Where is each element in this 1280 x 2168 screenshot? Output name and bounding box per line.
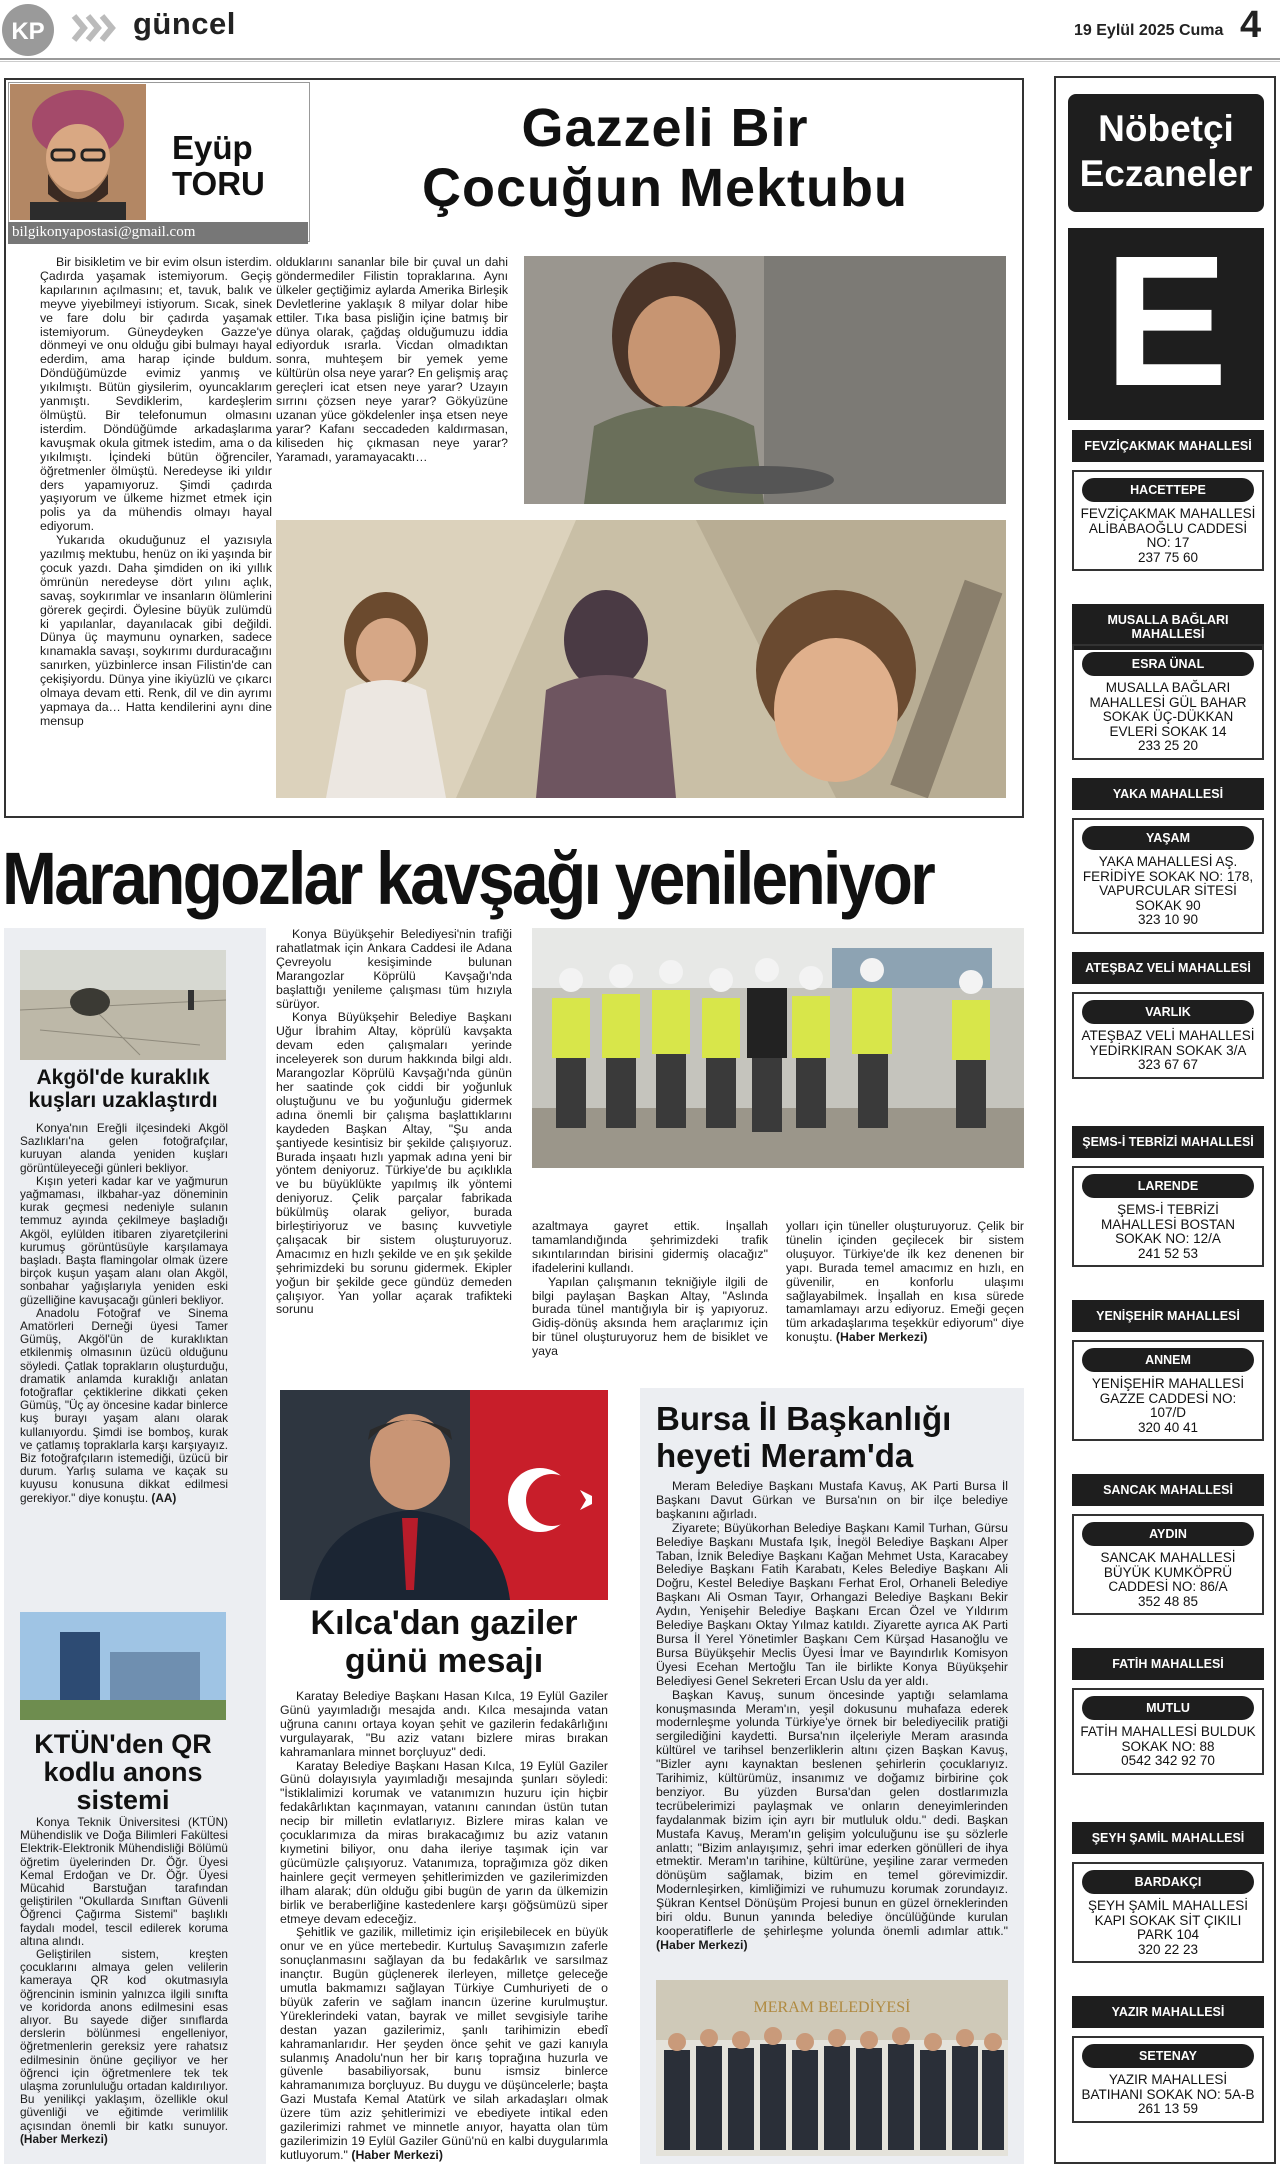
author-first-name: Eyüp — [172, 129, 253, 166]
paragraph: Konya'nın Ereğli ilçesindeki Akgöl Sazlıkları'na gelen fotoğrafçılar, kuruyan alanda yeniden kuşları görüntüleyeceği günleri bekliyor. — [20, 1122, 228, 1175]
pharmacy-name: HACETTEPE — [1082, 478, 1254, 502]
column-title — [320, 98, 1010, 218]
pharmacy-address: ŞEMS-İ TEBRİZİ MAHALLESİ BOSTAN SOKAK NO: 12/A — [1100, 1202, 1236, 1246]
main-headline: Marangozlar kavşağı yenileniyor — [2, 837, 934, 920]
pharmacy-panel-title — [1068, 94, 1264, 212]
ktun-text — [20, 1816, 228, 2156]
pharmacy-phone[interactable]: 261 13 59 — [1137, 2101, 1199, 2116]
pharmacy-phone[interactable]: 233 25 20 — [1137, 738, 1199, 753]
pharmacy-address: ATEŞBAZ VELİ MAHALLESİ YEDİRKIRAN SOKAK 3/A — [1081, 1028, 1255, 1058]
paragraph: olduklarını sananlar bile bir çuval un dahi göndermediler Filistin topraklarına. Aynı ülkeler geçtiğimiz aylarda Amerika Birleşik Devletlerine yaklaşık 8 milyar dolar hibe ettiler. Tıka basa pisliğin içine batmış bir dünya olarak, çağdaş olduğumuzu iddia ediyorduk ısrarla. Vicdan olmadıktan sonra, muhteşem bir yemek yeme kültürün olsa neye yarar? En gelişmiş araç gereçleri icat etsen neye yarar? Uzayın sırrını çözsen neye yarar? Gökyüzüne uzanan yüce gökdelenler inşa etsen neye yarar? Kafanı seccadeden kaldırmasan, kiliseden hiç çıkmasan neye yarar? Yaramadı, yaramayacaktı… — [276, 256, 508, 464]
pharmacy-card — [1072, 2036, 1264, 2123]
pharmacy-name: BARDAKÇI — [1082, 1870, 1254, 1894]
page-number: 4 — [1240, 4, 1262, 46]
pharmacy-phone[interactable]: 323 10 90 — [1137, 912, 1199, 927]
akgol-photo — [20, 950, 226, 1060]
column-text — [276, 256, 508, 504]
ktun-photo — [20, 1612, 226, 1720]
paragraph: yolları için tüneller oluşturuyoruz. Çelik bir tünelin içinden geçilecek bir sistem oluşuyor. Türkiye'de ilk kez denenen bir yapı. Burada temel amacımız en hızlı, en güvenilir, en konforlu ulaşımı sağlayabilmek. İnşallah en kısa sürede tamamlamayı arzu ediyoruz. Emeği geçen tüm arkadaşlarıma teşekkür ediyorum" diye konuştu. — [786, 1220, 1024, 1345]
pharmacy-name: ANNEM — [1082, 1348, 1254, 1372]
pharmacy-name: VARLIK — [1082, 1000, 1254, 1024]
pharmacy-address: YAKA MAHALLESİ AŞ. FERİDİYE SOKAK NO: 178, VAPURCULAR SİTESİ SOKAK 90 — [1082, 854, 1254, 913]
bursa-text — [656, 1480, 1008, 1968]
kilca-text — [280, 1690, 608, 2164]
pharmacy-name: LARENDE — [1082, 1174, 1254, 1198]
pharmacy-phone[interactable]: 323 67 67 — [1137, 1057, 1199, 1072]
paragraph: Geliştirilen sistem, kreşten çocuklarını almaya gelen velilerin kameraya QR kod okutmasıyla öğrencinin isminin yalnızca ilgili sınıfta ve koridorda anons edilmesini esas alıyor. Bu sayede diğer sınıflarda derslerin bölünmesi engelleniyor, öğretmenlerin gereksiz yere rahatsız edilmesinin önüne geçiliyor ve her öğrenci için öğretmenlere tek tek ulaşma zorunluluğu ortadan kaldırılıyor. Bu yenilikçi yaklaşım, özellikle okul güvenliği ve eğitimde verimlilik açısından önemli bir katkı sunuyor. — [20, 1947, 228, 2133]
news-credit: (Haber Merkezi) — [351, 2147, 443, 2162]
ktun-headline: KTÜN'den QR kodlu anons sistemi — [34, 1729, 212, 1815]
district-label: ŞEMS-İ TEBRİZİ MAHALLESİ — [1072, 1126, 1264, 1158]
pharmacy-card — [1072, 470, 1264, 571]
pharmacy-name: YAŞAM — [1082, 826, 1254, 850]
akgol-text — [20, 1122, 228, 1586]
pharmacy-card — [1072, 1340, 1264, 1441]
gaza-camp-photo — [276, 520, 1006, 798]
marangozlar-text — [786, 1220, 1024, 1372]
section-title: güncel — [133, 6, 236, 41]
district-label: YAKA MAHALLESİ — [1072, 778, 1264, 810]
pharmacy-address: MUSALLA BAĞLARI MAHALLESİ GÜL BAHAR SOKAK ÜÇ-DÜKKAN EVLERİ SOKAK 14 — [1089, 680, 1247, 739]
news-credit: (Haber Merkezi) — [835, 1330, 928, 1345]
paragraph: Anadolu Fotoğraf ve Sinema Amatörleri Derneği üyesi Tamer Gümüş, Akgöl'ün de kuraklıktan etkilenmiş olmasının üzücü olduğunu söyledi. Çatlak toprakların oluşturduğu, dramatik anlamda kuraklığı anlatan fotoğraflar çektiklerine dikkati çeken Gümüş, "Üç ay öncesine kadar binlerce kuş burayı yaşam alanı olarak kullanıyordu. Şimdi ise bomboş, kurak ve çatlamış topraklarla karşı karşıyayız. Biz fotoğrafçıların istemediği, üzücü bir durum. Yarlış sulama ve kaçak su kuyusu konusuna dikkat edilmesi gerekiyor." diye konuştu. — [20, 1305, 228, 1505]
issue-date: 19 Eylül 2025 Cuma — [1074, 22, 1224, 39]
svg-text:KP: KP — [11, 18, 45, 45]
paragraph: Kışın yeteri kadar kar ve yağmurun yağmaması, ilkbahar-yaz döneminin kurak geçmesi nedeniyle sulanın temmuz ayında çekilmeye başladığı Akgöl, eylülden itibaren ziyaretçilerini kurumuş görüntüsüyle karşılamaya başladı. Başta flamingolar olmak üzere birçok kuşun yaşam alanı olan Akgöl, sonbahar yağışlarıyla yeniden eski güzelliğine kavuşacağı günleri bekliyor. — [20, 1173, 228, 1307]
paragraph: Karatay Belediye Başkanı Hasan Kılca, 19 Eylül Gaziler Günü yayımladığı mesajda andı. Kılca mesajında vatan uğruna canını ortaya koyan şehit ve gazilerin fedakârlığını vurgulayarak, "Bu aziz vatanı bizlere miras bırakan kahramanlara minnet borçluyuz" dedi. — [280, 1690, 608, 1759]
paragraph: Yapılan çalışmanın tekniğiyle ilgili de bilgi paylaşan Başkan Altay, "Aslında burada tünel mantığıyla bir iş yapıyoruz. Gidiş-dönüş aksında hem araçlarımız için bir tünel oluşturuyoruz hem de bisiklet ve yaya — [532, 1274, 768, 1359]
meram-sign: MERAM BELEDİYESİ — [753, 1999, 911, 2016]
district-label: ATEŞBAZ VELİ MAHALLESİ — [1072, 952, 1264, 984]
construction-site-photo — [532, 928, 1024, 1168]
column-text — [40, 256, 272, 800]
delegation-group-photo — [656, 1980, 1008, 2156]
district-label: YENİŞEHİR MAHALLESİ — [1072, 1300, 1264, 1332]
pharmacy-name: MUTLU — [1082, 1696, 1254, 1720]
pharmacy-card — [1072, 1862, 1264, 1963]
header-divider — [0, 58, 1280, 62]
chevron-right-icon — [70, 12, 120, 49]
paragraph: Konya Büyükşehir Belediye Başkanı Uğur İbrahim Altay, köprülü kavşakta devam eden çalışmaları yerinde inceleyerek son durum hakkında bilgi aldı. Marangozlar Köprülü Kavşağı'nda günün her saatinde çok ciddi bir yoğunluk oluştuğunu ve bu yoğunluğu gidermek adına önemli bir çalışma başlattıklarını kaydeden Başkan Altay, "Şu anda şantiyede kesintisiz bir şekilde çalışıyoruz. Burada inşaatı hızlı yapmak adına yeni bir yöntem deniyoruz. Türkiye'de bu açıklıkla ve bu büyüklükte yapılmış ilk yöntemi deniyoruz. Çelik parçalar fabrikada bükülmüş olarak geliyor, burada birleştiriyoruz ve basınç kuvvetiyle çalışacak bir sistem oluşturuyoruz. Amacımız en hızlı şekilde ve en şık şekilde şehrimizdeki bu sorunu gidermek. Ekipler yoğun bir şekilde gece gündüz demeden çalışıyor. Yan yollar açarak trafikteki sorunu — [276, 1010, 512, 1317]
author-email[interactable]: bilgikonyapostasi@gmail.com — [8, 222, 308, 244]
marangozlar-text — [276, 928, 512, 1368]
pharmacy-e-letter: E — [1103, 218, 1229, 425]
paragraph: Başkan Kavuş, sunum öncesinde yaptığı selamlama konuşmasında Meram'ın, yeşil dokusunu muhafaza ederek modernleşme yolunda Türkiye'ye örnek bir belediyecilik pratiği sergilediğini kaydetti. Bursa'nın ilçeleriyle Meram arasında kültürel ve tarihsel benzerliklerin altını çizen Başkan Kavuş, "Bizler aynı kaynaktan beslenen şehirlerin çocuklarıyız. Tarihimiz, kültürümüz, insanımız ve doğamız birbirine çok benziyor. Bu yüzden Bursa'dan gelen dostlarımızla tecrübelerimizi paylaşmak ve onların deneyimlerinden faydalanmak bizim için ayrı bir mutluluk oldu." dedi. Başkan Mustafa Kavuş, Meram'ın gelişim yolculuğunu ise şu sözlerle anlattı; "Bizim anlayışımız, şehri imar ederken gönülleri de ihya etmektir. Meram'ın tarihine, kültürüne, yeşiline zarar vermeden dönüşüm sağlamak, bizim en temel görevimizdir. Modernleşirken, kimliğimizi ve ruhumuzu korumak zorundayız. Şükran Kentsel Dönüşüm Projesi bunun en güzel örneklerinden biri oldu. Bunun yanında belediye öncülüğünde kurulan kooperatiflerle de şehirleşme yolunda önemli adımlar attık." — [656, 1687, 1008, 1938]
pharmacy-name: ESRA ÜNAL — [1082, 652, 1254, 676]
pharmacy-card — [1072, 818, 1264, 934]
kilca-headline: Kılca'dan gaziler günü mesajı — [310, 1604, 578, 1680]
pharmacy-address: YAZIR MAHALLESİ BATIHANI SOKAK NO: 5A-B — [1081, 2072, 1255, 2102]
district-label: FEVZİÇAKMAK MAHALLESİ — [1072, 430, 1264, 462]
district-label: MUSALLA BAĞLARI MAHALLESİ — [1072, 604, 1264, 650]
pharmacy-title-line: Eczaneler — [1079, 153, 1253, 194]
pharmacy-card — [1072, 644, 1264, 760]
pharmacy-phone[interactable]: 352 48 85 — [1137, 1593, 1199, 1609]
paragraph: azaltmaya gayret ettik. İnşallah tamamlandığında şehrimizdeki trafik sıkıntılarından birisini gidermiş olacağız" ifadelerini kullandı. — [532, 1220, 768, 1275]
mayor-portrait-photo — [280, 1390, 608, 1600]
pharmacy-name: AYDIN — [1082, 1522, 1254, 1546]
pharmacy-card — [1072, 1688, 1264, 1775]
paragraph: Konya Büyükşehir Belediyesi'nin trafiği rahatlatmak için Ankara Caddesi ile Adana Çevreyolu kesişiminde bulunan Marangozlar Köprülü Kavşağı'nda başlattığı yenileme çalışması tüm hızıyla sürüyor. — [276, 928, 512, 1011]
marangozlar-text — [532, 1220, 768, 1372]
paragraph: Meram Belediye Başkanı Mustafa Kavuş, AK Parti Bursa İl Başkanı Davut Gürkan ve Bursa'nın on bir ilçe belediye başkanını ağırladı. — [656, 1480, 1008, 1521]
pharmacy-name: SETENAY — [1082, 2044, 1254, 2068]
paragraph: Şehitlik ve gazilik, milletimiz için erişilebilecek en büyük onur ve en yüce mertebedir. Kurtuluş Savaşımızın zaferle sonuçlanmasını sağlayan da bu fedakârlık ve sarsılmaz inançtır. Bugün güçlenerek ilerleyen, milletçe geleceğe umutla bakmamızı sağlayan Türkiye Cumhuriyeti de o büyük zaferin ve sağlam inancın üzerine kurulmuştur. Yüreklerindeki vatan, bayrak ve millet sevgisiyle tarihe destan yazan gazilerimiz, şanlı tarihimizin ebedî kahramanlarıdır. Her şeyden önce şehit ve gazi kanıyla sulanmış Anadolu'nun her bir karış toprağına huzurla ve güvenle basabiliyorsak, bunu ismsiz binlerce kahramanımıza borçluyuz. Bu duygu ve düşüncelerle; başta Gazi Mustafa Kemal Atatürk ve silah arkadaşları olmak üzere tüm aziz şehitlerimizi ve ebediyete intikal eden gazilerimizi rahmet ve minnetle anıyor, hayatta olan tüm gazilerimizin 19 Eylül Gaziler Günü'nü en kalbi duygularımla kutluyorum." — [280, 1925, 608, 2162]
pharmacy-address: YENİŞEHİR MAHALLESİ GAZZE CADDESİ NO: 107/D — [1091, 1376, 1245, 1420]
paragraph: Yukarıda okuduğunuz el yazısıyla yazılmış mektubu, henüz on iki yaşında bir çocuk yazdı. Daha şimdiden on iki yıllık ömrünün neredeyse dört yılını açlık, savaş, soykırımlar ve insanların ölümlerini görerek geçirdi. Öylesine büyük zulümdü ki yapılanlar, dayanılacak gibi değildi. Dünya üç maymunu oynarken, sadece kınamakla savaşı, soykırımı durduracağını sanırken, yüzbinlerce insan Filistin'de can çekişiyordu. Dünya yine ikiyüzlü ve çıkarcı olmaya devam etti. Renk, dil ve din ayrımı yapmaya da… Hatta kendilerini aynı dine mensup — [40, 533, 272, 728]
bursa-headline: Bursa İl Başkanlığı heyeti Meram'da — [656, 1400, 952, 1474]
paragraph: Konya Teknik Üniversitesi (KTÜN) Mühendislik ve Doğa Bilimleri Fakültesi Elektrik-Elektronik Mühendisliği Bölümü öğretim üyelerinden Dr. Öğr. Üyesi Kemal Erdoğan ve Dr. Öğr. Üyesi Mücahid Barstuğan tarafından geliştirilen "Okullarda Sınıftan Güvenli Öğrenci Çağırma Sistemi" başlıklı faydalı model, tescil edilerek koruma altına alındı. — [20, 1816, 228, 1948]
pharmacy-phone[interactable]: 320 40 41 — [1137, 1419, 1199, 1435]
district-label: SANCAK MAHALLESİ — [1072, 1474, 1264, 1506]
pharmacy-phone[interactable]: 320 22 23 — [1137, 1941, 1199, 1957]
author-photo — [10, 84, 146, 220]
district-label: FATİH MAHALLESİ — [1072, 1648, 1264, 1680]
pharmacy-address: ŞEYH ŞAMİL MAHALLESİ KAPI SOKAK SİT ÇIKILI PARK 104 — [1087, 1898, 1249, 1942]
author-last-name: TORU — [172, 165, 265, 202]
pharmacy-address: FEVZİÇAKMAK MAHALLESİ ALİBABAOĞLU CADDESİ NO: 17 — [1080, 506, 1256, 550]
gaza-child-photo — [524, 256, 1006, 504]
pharmacy-phone[interactable]: 237 75 60 — [1137, 549, 1199, 565]
pharmacy-phone[interactable]: 0542 342 92 70 — [1121, 1753, 1215, 1768]
news-credit: (Haber Merkezi) — [656, 1937, 748, 1952]
pharmacy-card — [1072, 992, 1264, 1079]
pharmacy-phone[interactable]: 241 52 53 — [1137, 1245, 1199, 1261]
paragraph: Ziyarete; Büyükorhan Belediye Başkanı Kamil Turhan, Gürsu Belediye Başkanı Mustafa Işık, İnegöl Belediye Başkanı Alper Taban, İznik Belediye Başkanı Kağan Mehmet Usta, Karacabey Belediye Başkanı Fatih Karabatı, Keles Belediye Başkanı Ali Doğru, Kestel Belediye Başkanı Ferhat Erol, Orhaneli Belediye Başkanı Ali Osman Tayır, Orhangazi Belediye Başkanı Bekir Aydın, Yenişehir Belediye Başkanı Ercan Özel ve Yıldırım Belediye Başkanı Oktay Yılmaz katıldı. Ziyarette ayrıca AK Parti Bursa İl Yerel Yönetimler Başkanı Cem Kürşad Hasanoğlu ve Bursa Büyükşehir Meclis Üyesi İmar ve Bayındırlık Komisyon Üyesi Ecehan Mertoğlu Tan ile birlikte Konya Büyükşehir Belediyesi Genel Sekreteri Ercan Uslu da yer aldı. — [656, 1520, 1008, 1688]
district-label: YAZIR MAHALLESİ — [1072, 1996, 1264, 2028]
paragraph: Bir bisikletim ve bir evim olsun isterdim. Çadırda yaşamak istemiyorum. Geçiş kapılarının açılmasını; et, tavuk, balık ve meyve yiyebilmeyi istiyorum. Sıcak, sinek ve fare dolu bir çadırda yaşamak istemiyorum. Güneydeyken Gazze'ye dönmeyi ve onu olduğu gibi bulmayı hayal ederdim, ama harap içinde buldum. Döndüğümüzde evimiz yanmış ve yıkılmıştı. Bütün giysilerim, oyuncaklarım yanmıştı. Sevdiklerim, kardeşlerim ölmüştü. Bir telefonumun olmasını isterdim. Döndüğümde arkadaşlarıma kavuşmak okula gitmek istedim, ama o da yıkılmıştı. İçindeki bütün öğrenciler, öğretmenler ölmüştü. Neredeyse iki yıldır ders yapamıyoruz. Şimdi çadırda yaşıyorum ve ülkeme hizmet etmek için polis ya da mühendis olmayı hayal ediyorum. — [40, 256, 272, 534]
news-credit: (Haber Merkezi) — [20, 2131, 108, 2146]
column-title-line: Çocuğun Mektubu — [422, 158, 908, 218]
paragraph: Karatay Belediye Başkanı Hasan Kılca, 19 Eylül Gaziler Günü dolayısıyla yayımladığı mesajında şunları söyledi: "İstiklalimizi korumak ve vatanımızın huzuru için hiçbir fedakârlıktan kaçınmayan, vatanını canından üstün tutan necip bir milletin evlatlarıyız. Bizlere miras kalan ve çocuklarımıza da miras bırakacağımız bu aziz vatanın kıymetini biliyor, onu daha ileriye taşımak için var gücümüzle çalışıyoruz. Vatanımıza, toprağımıza göz diken hainlere geçit vermeyen şehitlerimizden ve gazilerimizden ilham alarak; dün olduğu gibi bugün de yarın da ülkemizin birlik ve beraberliğine kastedenlere karşı göğsümüzü siper etmeye devam edeceğiz. — [280, 1758, 608, 1926]
district-label: ŞEYH ŞAMİL MAHALLESİ — [1072, 1822, 1264, 1854]
pharmacy-title-line: Nöbetçi — [1098, 108, 1234, 149]
author-name — [172, 130, 265, 202]
pharmacy-card — [1072, 1166, 1264, 1267]
pharmacy-address: FATİH MAHALLESİ BULDUK SOKAK NO: 88 — [1080, 1724, 1256, 1754]
column-title-line: Gazzeli Bir — [521, 98, 809, 158]
pharmacy-card — [1072, 1514, 1264, 1615]
news-credit: (AA) — [151, 1490, 177, 1505]
pharmacy-address: SANCAK MAHALLESİ BÜYÜK KUMKÖPRÜ CADDESİ NO: 86/A — [1100, 1550, 1236, 1594]
kp-logo — [0, 2, 60, 58]
akgol-headline: Akgöl'de kuraklık kuşları uzaklaştırdı — [28, 1066, 218, 1112]
